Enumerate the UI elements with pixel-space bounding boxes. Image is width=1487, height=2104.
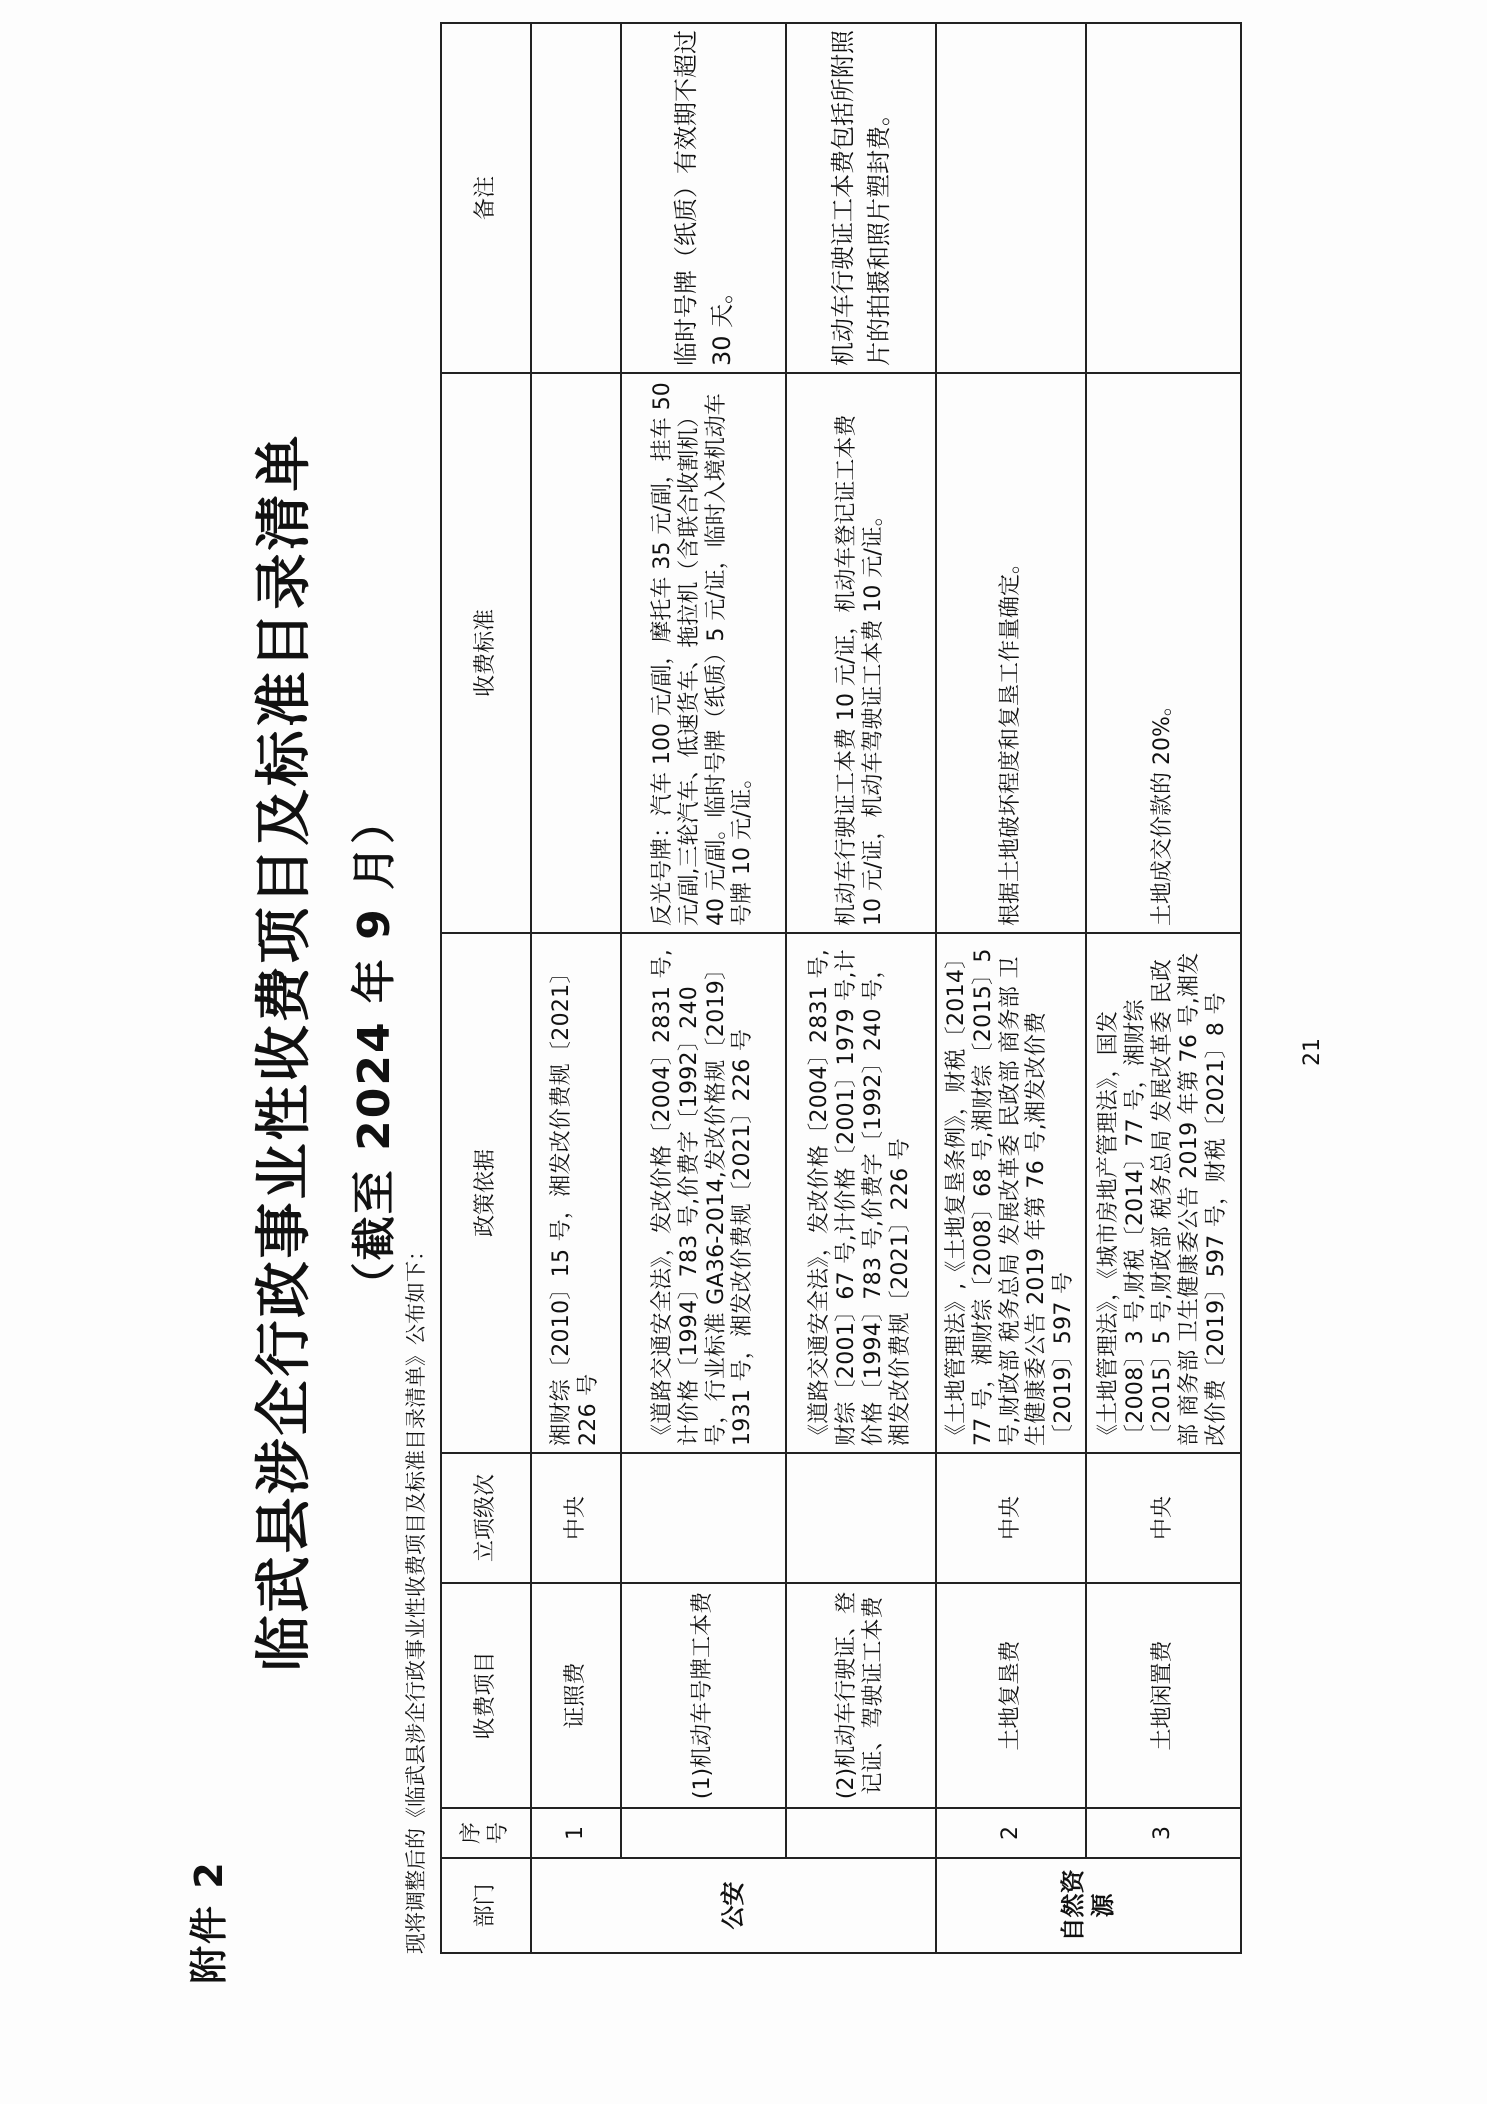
cell-seq: 1 — [531, 1808, 621, 1858]
cell-seq — [786, 1808, 936, 1858]
header-note: 备注 — [441, 23, 531, 373]
cell-item: 土地复垦费 — [936, 1583, 1086, 1808]
dept-police: 公安 — [531, 1858, 936, 1953]
table-row — [621, 23, 786, 1953]
cell-seq: 2 — [936, 1808, 1086, 1858]
table-row — [786, 23, 936, 1953]
cell-seq — [621, 1808, 786, 1858]
table-header-row — [441, 23, 531, 1953]
cell-basis: 《道路交通安全法》，发改价格〔2004〕2831 号,计价格〔1994〕783 号,价费字〔1992〕240 号，行业标准 GA36-2014,发改价格规〔2019〕1931 号，湘发改价费规〔2021〕226 号 — [621, 933, 786, 1453]
cell-note — [936, 23, 1086, 373]
cell-note: 机动车行驶证工本费包括所附照片的拍摄和照片塑封费。 — [786, 23, 936, 373]
cell-standard: 根据土地破坏程度和复垦工作量确定。 — [936, 373, 1086, 933]
fee-table — [440, 22, 1242, 1954]
header-level: 立项级次 — [441, 1453, 531, 1583]
cell-item: (1)机动车号牌工本费 — [621, 1583, 786, 1808]
cell-item: 证照费 — [531, 1583, 621, 1808]
cell-seq: 3 — [1086, 1808, 1241, 1858]
cell-level — [621, 1453, 786, 1583]
cell-standard: 土地成交价款的 20%。 — [1086, 373, 1241, 933]
cell-item: 土地闲置费 — [1086, 1583, 1241, 1808]
header-dept: 部门 — [441, 1858, 531, 1953]
table-row — [1086, 23, 1241, 1953]
cell-level: 中央 — [531, 1453, 621, 1583]
cell-note — [1086, 23, 1241, 373]
cell-standard: 反光号牌：汽车 100 元/副，摩托车 35 元/副，挂车 50 元/副,三轮汽车、低速货车、拖拉机（含联合收割机）40 元/副。临时号牌（纸质）5 元/证，临时入境机动车号牌 10 元/证。 — [621, 373, 786, 933]
document-title: 临武县涉企行政事业性收费项目及标准目录清单 — [251, 432, 317, 1672]
cell-item: (2)机动车行驶证、登记证、驾驶证工本费 — [786, 1583, 936, 1808]
cell-level: 中央 — [936, 1453, 1086, 1583]
cell-basis: 《道路交通安全法》，发改价格〔2004〕2831 号,财综〔2001〕67 号,计价格〔2001〕1979 号,计价格〔1994〕783 号,价费字〔1992〕240 号，湘发改价费规〔2021〕226 号 — [786, 933, 936, 1453]
attachment-label: 附件 2 — [187, 1860, 231, 1984]
header-item: 收费项目 — [441, 1583, 531, 1808]
cell-standard — [531, 373, 621, 933]
page-number: 21 — [1300, 1038, 1325, 1066]
cell-note: 临时号牌（纸质）有效期不超过 30 天。 — [621, 23, 786, 373]
cell-note — [531, 23, 621, 373]
cell-level — [786, 1453, 936, 1583]
table-row — [531, 23, 621, 1953]
header-seq: 序号 — [441, 1808, 531, 1858]
cell-basis: 《土地管理法》，《城市房地产管理法》，国发〔2008〕3 号,财税〔2014〕77 号，湘财综〔2015〕5 号,财政部 税务总局 发展改革委 民政部 商务部 卫生健康委公告 2019 年第 76 号,湘发改价费〔2019〕597 号，财税〔2021〕8 号 — [1086, 933, 1241, 1453]
intro-text: 现将调整后的《临武县涉企行政事业性收费项目及标准目录清单》公布如下： — [404, 1240, 428, 1954]
cell-standard: 机动车行驶证工本费 10 元/证，机动车登记证工本费 10 元/证，机动车驾驶证工本费 10 元/证。 — [786, 373, 936, 933]
document-subtitle: （截至 2024 年 9 月） — [349, 797, 400, 1307]
header-basis: 政策依据 — [441, 933, 531, 1453]
dept-resources: 自然资源 — [936, 1858, 1241, 1953]
cell-level: 中央 — [1086, 1453, 1241, 1583]
table-row — [936, 23, 1086, 1953]
cell-basis: 湘财综〔2010〕15 号，湘发改价费规〔2021〕226 号 — [531, 933, 621, 1453]
cell-basis: 《土地管理法》,《土地复垦条例》，财税〔2014〕77 号，湘财综〔2008〕68 号,湘财综〔2015〕5 号,财政部 税务总局 发展改革委 民政部 商务部 卫生健康委公告 2019 年第 76 号,湘发改价费〔2019〕597 号 — [936, 933, 1086, 1453]
header-standard: 收费标准 — [441, 373, 531, 933]
